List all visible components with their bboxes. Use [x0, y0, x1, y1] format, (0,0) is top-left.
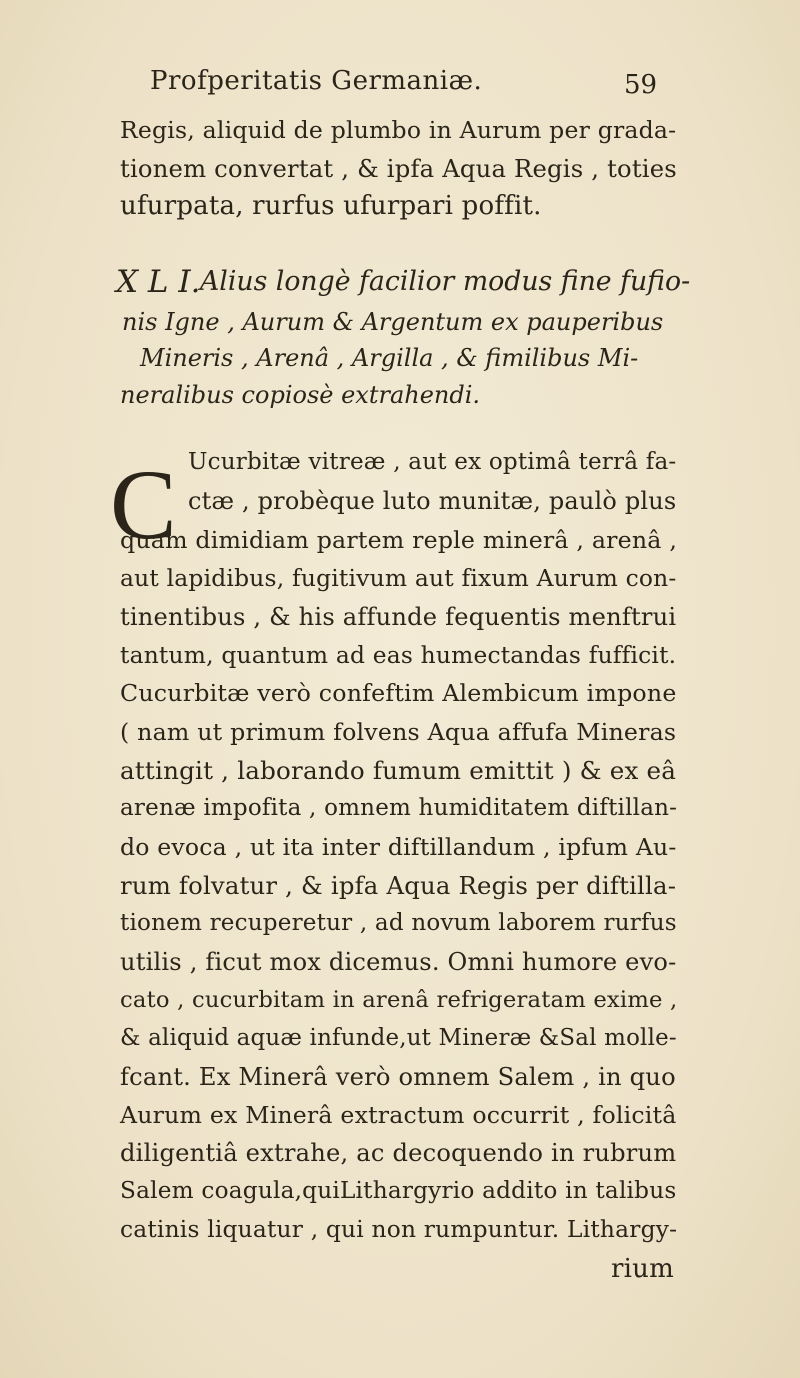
running-head [0, 66, 800, 106]
section-number: X L I. [116, 264, 201, 300]
text-line: quam dimidiam partem reple minerâ , arenâ , [120, 526, 678, 554]
text-line: diligentiâ extrahe, ac decoquendo in rubrum [120, 1139, 677, 1167]
text-line: arenæ impofita , omnem humiditatem diftillan- [120, 795, 678, 821]
heading-line: neralibus copiosè extrahendi. [120, 381, 481, 409]
text-line: cato , cucurbitam in arenâ refrigeratam exime , [120, 987, 678, 1013]
catchword: rium [611, 1254, 674, 1284]
text-line: tinentibus , & his affunde fequentis menftrui [120, 603, 677, 631]
text-line: aut lapidibus, fugitivum aut fixum Aurum con- [120, 564, 677, 592]
drop-cap-initial: C [110, 449, 177, 560]
text-line: do evoca , ut ita inter diftillandum , ipfum Au- [120, 833, 677, 861]
text-line: catinis liquatur , qui non rumpuntur. Lithargy- [120, 1216, 678, 1243]
text-line: utilis , ficut mox dicemus. Omni humore evo- [120, 948, 677, 976]
heading-line: Alius longè facilior modus fine fufio- [200, 266, 691, 297]
text-line: Salem coagula,quiLithargyrio addito in talibus [120, 1177, 677, 1204]
text-line: ufurpata, rurfus ufurpari poffit. [120, 191, 542, 221]
text-line: tionem recuperetur , ad novum laborem rurfus [120, 910, 677, 936]
text-line: ctæ , probèque luto munitæ, paulò plus [188, 487, 677, 515]
page-number: 59 [624, 70, 658, 100]
heading-line: nis Igne , Aurum & Argentum ex pauperibus [122, 308, 664, 336]
text-line: tionem convertat , & ipfa Aqua Regis , toties [120, 154, 677, 183]
running-title: Profperitatis Germaniæ. [150, 66, 483, 96]
text-line: Ucurbitæ vitreæ , aut ex optimâ terrâ fa- [188, 449, 677, 475]
heading-line: Mineris , Arenâ , Argilla , & fimilibus Mi- [140, 344, 639, 372]
text-line: Cucurbitæ verò confeftim Alembicum impone [120, 679, 677, 707]
text-line: ( nam ut primum folvens Aqua affufa Mineras [120, 718, 677, 746]
text-line: Aurum ex Minerâ extractum occurrit , folicitâ [120, 1101, 677, 1129]
text-line: tantum, quantum ad eas humectandas fufficit. [120, 641, 677, 669]
text-line: Regis, aliquid de plumbo in Aurum per grada- [120, 116, 677, 144]
text-line: attingit , laborando fumum emittit ) & ex eâ [120, 756, 677, 785]
text-line: rum folvatur , & ipfa Aqua Regis per diftilla- [120, 871, 677, 900]
text-line: & aliquid aquæ infunde,ut Mineræ &Sal molle- [120, 1025, 677, 1051]
text-line: fcant. Ex Minerâ verò omnem Salem , in quo [120, 1063, 676, 1091]
